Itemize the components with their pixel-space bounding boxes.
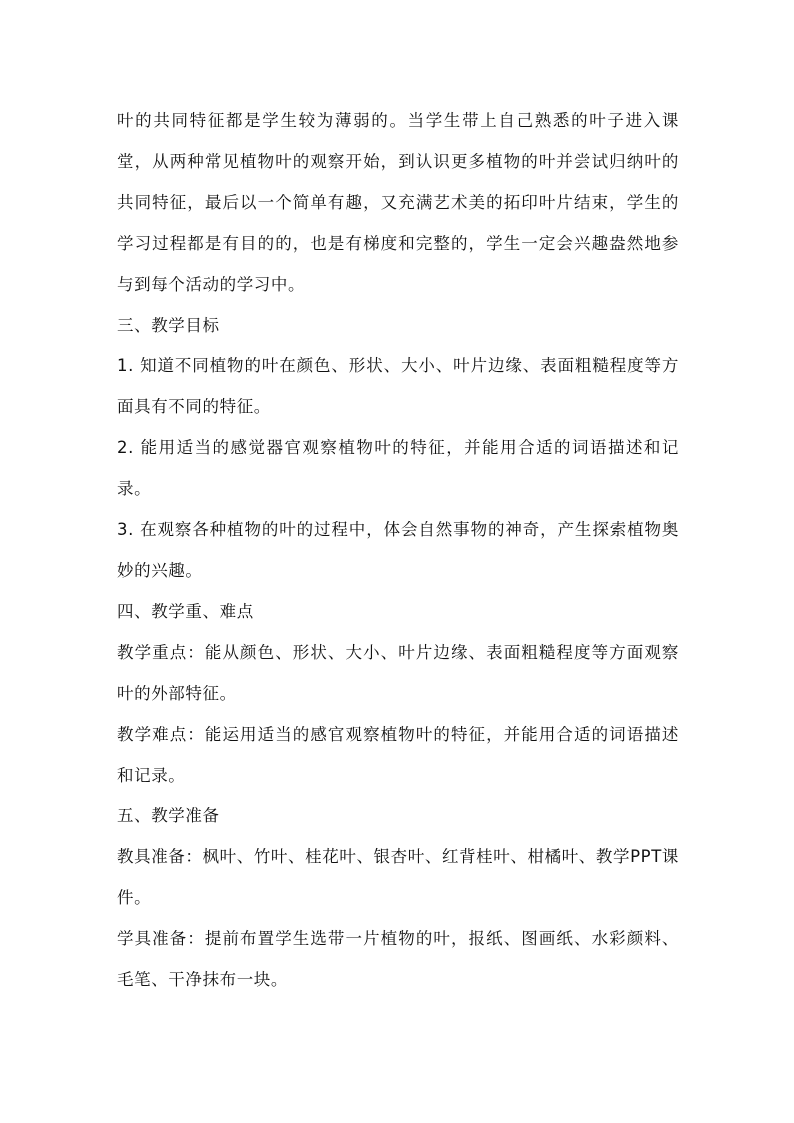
section-heading-key-points: 四、教学重、难点 [117, 601, 254, 621]
section-heading-objectives: 三、教学目标 [117, 315, 220, 335]
objective-item-2: 2. 能用适当的感觉器官观察植物叶的特征，并能用合适的词语描述和记录。 [117, 438, 679, 499]
difficulty-paragraph: 教学难点：能运用适当的感官观察植物叶的特征，并能用合适的词语描述和记录。 [117, 724, 679, 785]
key-point-paragraph: 教学重点：能从颜色、形状、大小、叶片边缘、表面粗糙程度等方面观察叶的外部特征。 [117, 642, 679, 703]
teacher-materials-paragraph: 教具准备：枫叶、竹叶、桂花叶、银杏叶、红背桂叶、柑橘叶、教学PPT课件。 [117, 847, 679, 908]
objective-item-3: 3. 在观察各种植物的叶的过程中，体会自然事物的神奇，产生探索植物奥妙的兴趣。 [117, 520, 679, 580]
intro-paragraph: 叶的共同特征都是学生较为薄弱的。当学生带上自己熟悉的叶子进入课堂，从两种常见植物叶的观察开始，到认识更多植物的叶并尝试归纳叶的共同特征，最后以一个简单有趣，又充满艺术美的拓印叶片结束，学生的学习过程都是有目的的，也是有梯度和完整的，学生一定会兴趣盎然地参与到每个活动的学习中。 [117, 111, 679, 294]
section-heading-preparation: 五、教学准备 [117, 806, 220, 826]
objective-item-1: 1. 知道不同植物的叶在颜色、形状、大小、叶片边缘、表面粗糙程度等方面具有不同的特征。 [117, 356, 679, 417]
student-materials-paragraph: 学具准备：提前布置学生选带一片植物的叶，报纸、图画纸、水彩颜料、毛笔、干净抹布一块。 [117, 929, 679, 990]
document-body [117, 101, 679, 1001]
